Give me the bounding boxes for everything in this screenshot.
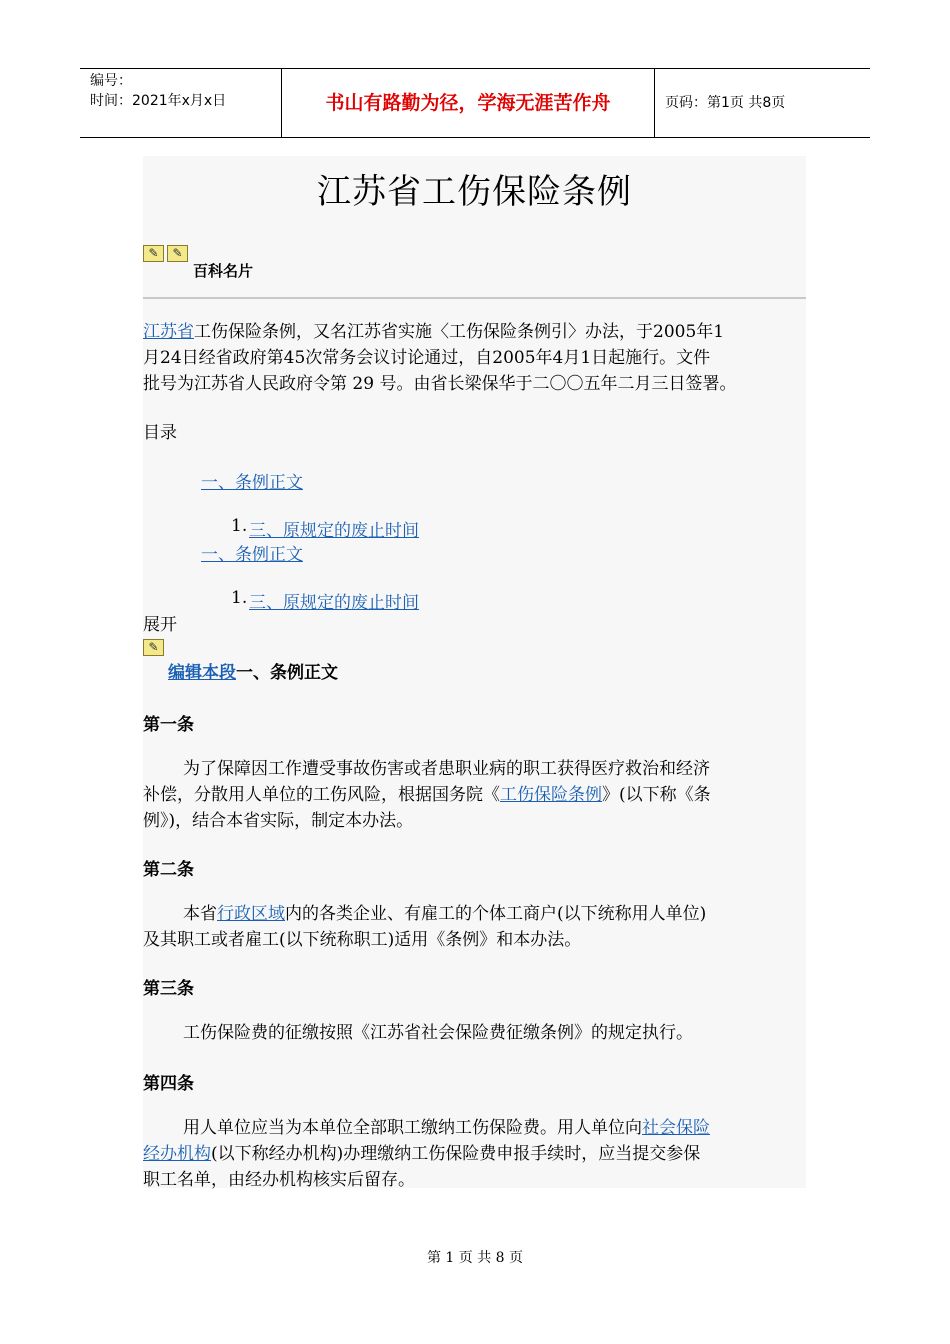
article1-heading: 第一条: [143, 715, 194, 735]
article4-text: 用人单位应当为本单位全部职工缴纳工伤保险费。用人单位向: [183, 1118, 642, 1138]
expand-toggle[interactable]: 展开: [143, 615, 177, 635]
toc-number: 1.: [231, 516, 248, 536]
section-title: 一、条例正文: [236, 663, 338, 683]
toc-link[interactable]: 三、原规定的废止时间: [249, 521, 419, 541]
article1-body: [143, 756, 806, 834]
card-icons: [143, 242, 191, 262]
expand-icon[interactable]: ✎: [143, 639, 164, 656]
region-link[interactable]: 行政区域: [217, 904, 285, 924]
toc-label: 目录: [143, 423, 177, 443]
article1-text: 补偿，分散用人单位的工伤风险，根据国务院《: [143, 785, 500, 805]
intro-paragraph: [143, 319, 806, 397]
header-motto: 书山有路勤为径，学海无涯苦作舟: [282, 69, 655, 137]
article2-text: 本省: [183, 904, 217, 924]
article3-text: 工伤保险费的征缴按照《江苏省社会保险费征缴条例》的规定执行。: [183, 1023, 693, 1043]
page-title: 江苏省工伤保险条例: [317, 172, 632, 212]
expand-icon-wrap: [143, 636, 167, 656]
article2-text: 及其职工或者雇工(以下统称职工)适用《条例》和本办法。: [143, 930, 582, 950]
header-date: 时间：2021年x月x日: [90, 93, 227, 109]
divider: [143, 297, 806, 299]
article2-heading: 第二条: [143, 860, 194, 880]
article4-text: (以下称经办机构)办理缴纳工伤保险费申报手续时，应当提交参保: [211, 1144, 701, 1164]
article-content: [143, 156, 806, 1188]
intro-text: 批号为江苏省人民政府令第 29 号。由省长梁保华于二〇〇五年二月三日签署。: [143, 374, 737, 394]
page-header: [80, 68, 870, 138]
intro-text: 工伤保险条例，又名江苏省实施〈工伤保险条例引〉办法，于2005年1: [194, 322, 725, 342]
article2-body: [143, 901, 806, 953]
regulation-link[interactable]: 工伤保险条例: [500, 785, 602, 805]
card-label: 百科名片: [193, 262, 254, 280]
article4-text: 职工名单，由经办机构核实后留存。: [143, 1170, 415, 1190]
edit-section-link[interactable]: 编辑本段: [168, 663, 236, 683]
page-footer: 第 1 页 共 8 页: [426, 1250, 524, 1266]
card-icon[interactable]: ✎: [167, 245, 188, 262]
card-icon[interactable]: ✎: [143, 245, 164, 262]
section-heading: [168, 658, 338, 683]
article3-heading: 第三条: [143, 979, 194, 999]
article4-body: [143, 1115, 806, 1193]
header-page-info: 页码：第1页 共8页: [665, 95, 786, 111]
article1-text: 例》)，结合本省实际，制定本办法。: [143, 811, 414, 831]
agency-link[interactable]: 经办机构: [143, 1144, 211, 1164]
toc-link[interactable]: 一、条例正文: [201, 545, 303, 565]
toc-link[interactable]: 一、条例正文: [201, 473, 303, 493]
header-number: 编号：: [90, 73, 132, 89]
intro-text: 月24日经省政府第45次常务会议讨论通过，自2005年4月1日起施行。文件: [143, 348, 711, 368]
social-insurance-link[interactable]: 社会保险: [642, 1118, 710, 1138]
toc-link[interactable]: 三、原规定的废止时间: [249, 593, 419, 613]
article1-text: 》(以下称《条: [602, 785, 711, 805]
article1-text: 为了保障因工作遭受事故伤害或者患职业病的职工获得医疗救治和经济: [183, 759, 710, 779]
header-meta: [80, 69, 282, 137]
article2-text: 内的各类企业、有雇工的个体工商户(以下统称用人单位): [285, 904, 707, 924]
article4-heading: 第四条: [143, 1074, 194, 1094]
article3-body: [143, 1020, 806, 1046]
toc-number: 1.: [231, 588, 248, 608]
intro-link[interactable]: 江苏省: [143, 322, 194, 342]
